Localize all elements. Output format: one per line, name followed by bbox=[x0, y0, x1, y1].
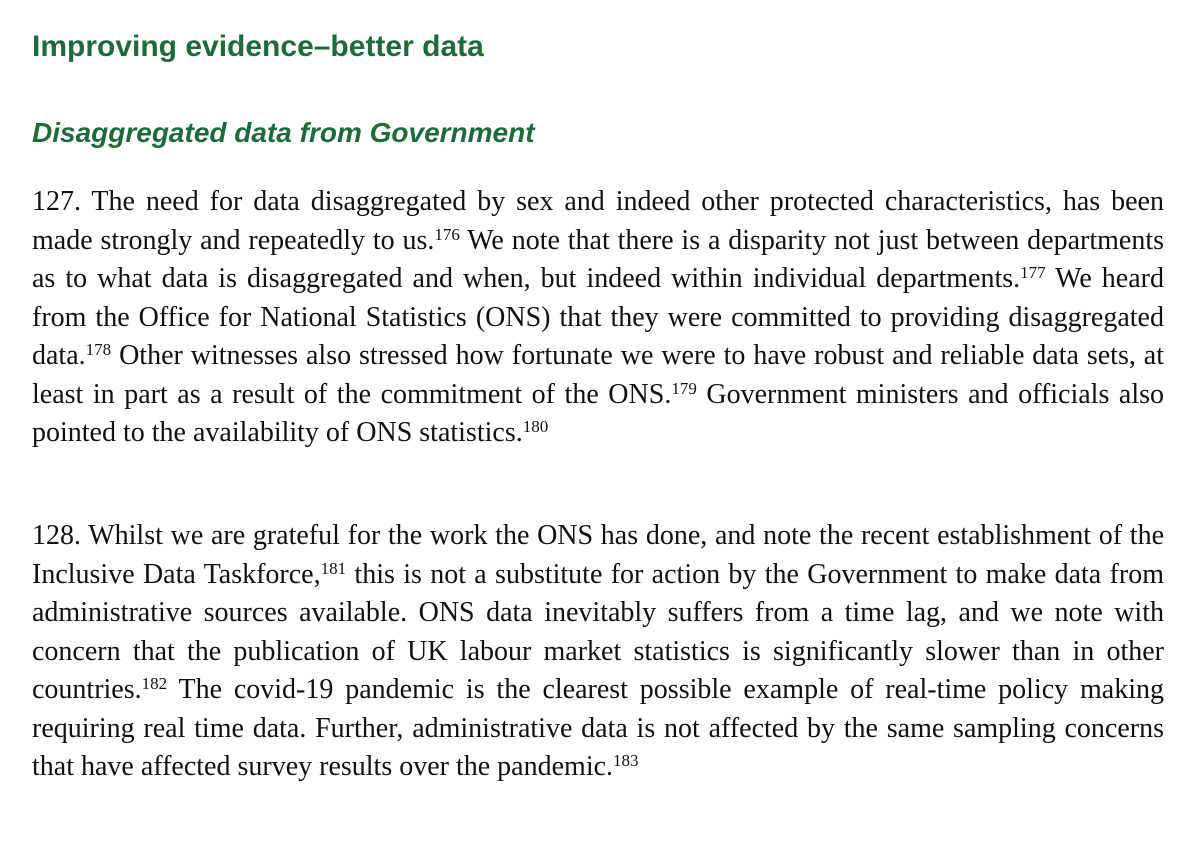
footnote-ref[interactable]: 179 bbox=[671, 378, 697, 398]
footnote-ref[interactable]: 176 bbox=[434, 224, 460, 244]
paragraph-number: 128. bbox=[32, 520, 81, 551]
paragraph-text: We note that there is a disparity not just between departments as to what data is disaggregated and when, but indeed within individual departments. bbox=[32, 224, 1164, 294]
footnote-ref[interactable]: 182 bbox=[141, 674, 168, 693]
footnote-ref[interactable]: 180 bbox=[522, 417, 549, 436]
paragraph-text: Whilst we are grateful for the work the ONS has done, and note the recent establishment of the Inclusive Data Taskforce, bbox=[32, 520, 1164, 590]
paragraph-number: 127. bbox=[32, 186, 81, 217]
paragraph-127 bbox=[32, 183, 1164, 453]
footnote-ref[interactable]: 183 bbox=[613, 751, 639, 770]
paragraph-text: The covid-19 pandemic is the clearest possible example of real-time policy making requiring real time data. Further, administrative data is not affected by the same sampling concerns that have affected survey results over the pandemic. bbox=[32, 674, 1164, 782]
footnote-ref[interactable]: 177 bbox=[1020, 263, 1046, 282]
footnote-ref[interactable]: 181 bbox=[320, 558, 347, 578]
paragraph-text: Other witnesses also stressed how fortunate we were to have robust and reliable data sets, at least in part as a result of the commitment of the ONS. bbox=[32, 340, 1164, 410]
paragraph-text: this is not a substitute for action by the Government to make data from administrative sources available. ONS data inevitably suffers from a time lag, and we note with concern that the publication of UK labour market statistics is significantly slower than in other countries. bbox=[32, 558, 1164, 705]
paragraph-text: The need for data disaggregated by sex and indeed other protected characteristics, has been made strongly and repeatedly to us. bbox=[32, 186, 1164, 256]
section-heading: Improving evidence–better data bbox=[32, 30, 484, 63]
sub-heading: Disaggregated data from Government bbox=[32, 117, 535, 148]
paragraph-128 bbox=[32, 517, 1164, 787]
footnote-ref[interactable]: 178 bbox=[85, 340, 112, 359]
paragraph-text: We heard from the Office for National Statistics (ONS) that they were committed to providing disaggregated data. bbox=[32, 263, 1164, 371]
paragraph-text: Government ministers and officials also pointed to the availability of ONS statistics. bbox=[32, 378, 1165, 448]
